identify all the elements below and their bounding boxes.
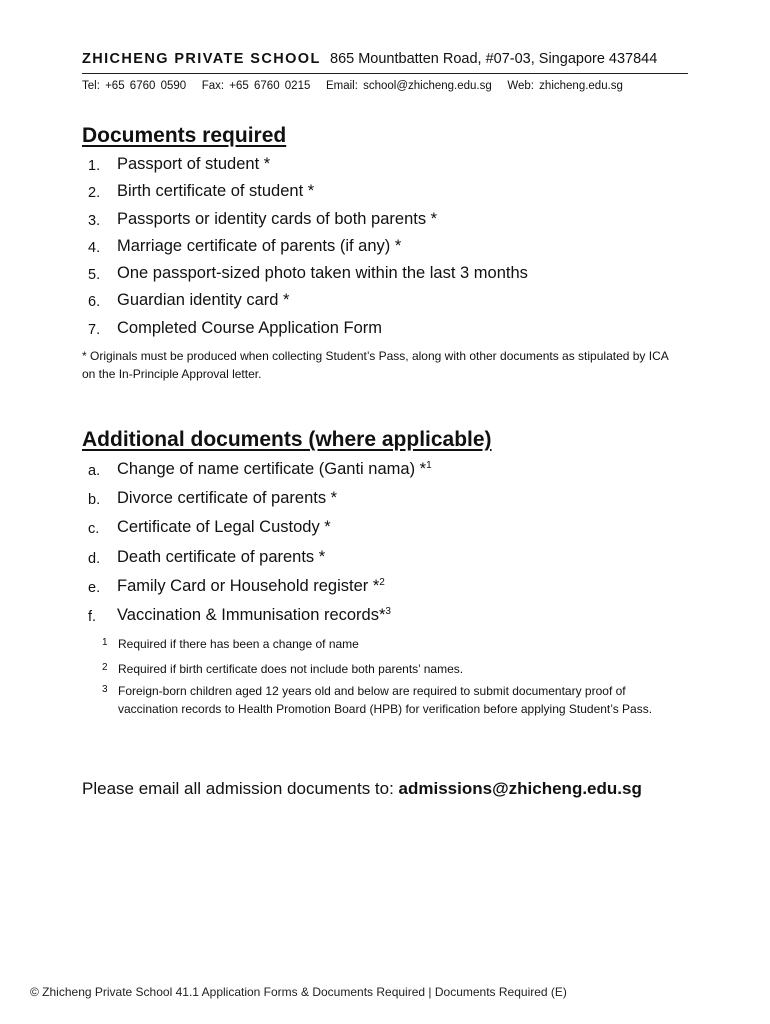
list-item: [82, 291, 702, 318]
item-text: [117, 460, 432, 479]
header-divider: [82, 73, 688, 74]
list-item: [82, 606, 702, 635]
item-number: 5.: [88, 267, 101, 284]
item-letter: e.: [88, 579, 101, 596]
email-prompt-text: Please email all admission documents to:: [82, 779, 399, 798]
footnote-ref: 2: [379, 576, 385, 588]
list-item: [82, 319, 702, 346]
item-text: Completed Course Application Form: [117, 318, 383, 337]
item-label: Divorce certificate of parents *: [117, 489, 338, 508]
item-letter: a.: [88, 463, 101, 479]
admissions-email[interactable]: admissions@zhicheng.edu.sg: [398, 779, 642, 798]
footnote-text: Required if there has been a change of name: [118, 637, 359, 651]
page-footer: [30, 985, 567, 999]
item-label: Certificate of Legal Custody *: [117, 518, 331, 537]
item-number: 4.: [88, 239, 101, 256]
footnote-ref: 1: [426, 460, 432, 471]
list-item: [82, 518, 702, 547]
item-text: Passports or identity cards of both parents *: [117, 209, 438, 228]
item-text: One passport-sized photo taken within the last 3 months: [117, 264, 528, 283]
originals-note: * Originals must be produced when collecting Student’s Pass, along with other documents as stipulated by ICA on the In-Principle Approval letter.: [82, 349, 669, 381]
footnote-mark: 1: [102, 637, 108, 648]
item-letter: c.: [88, 521, 100, 538]
list-item: [82, 489, 702, 518]
contact-info: Tel: +65 6760 0590 Fax: +65 6760 0215 Email: school@zhicheng.edu.sg Web: zhicheng.edu.sg: [82, 80, 623, 92]
item-text: Passport of student *: [117, 155, 271, 173]
list-item: [82, 182, 702, 209]
item-letter: d.: [88, 550, 101, 567]
school-name: ZHICHENG PRIVATE SCHOOL: [82, 51, 321, 67]
item-text: [117, 518, 331, 537]
list-item: [82, 210, 702, 237]
footnote-mark: 3: [102, 684, 108, 695]
item-text: [117, 577, 385, 596]
documents-required-heading: Documents required: [82, 124, 287, 147]
item-number: 3.: [88, 212, 101, 229]
list-item: [82, 460, 702, 489]
school-address: 865 Mountbatten Road, #07-03, Singapore 437844: [330, 51, 658, 67]
list-item: [82, 155, 702, 182]
footnote-ref: 3: [385, 605, 391, 617]
item-text: [117, 489, 337, 508]
item-text: Birth certificate of student *: [117, 182, 315, 201]
item-label: Death certificate of parents *: [117, 547, 326, 566]
item-text: Guardian identity card *: [117, 291, 290, 310]
footnote-mark: 2: [102, 662, 108, 673]
item-letter: b.: [88, 492, 101, 509]
item-label: Vaccination & Immunisation records*: [117, 605, 386, 624]
document-reference: 1.1 Application Forms & Documents Required | Documents Required (E): [182, 985, 567, 999]
additional-documents-list: [82, 460, 702, 635]
item-number: 6.: [88, 294, 101, 311]
item-number: 2.: [88, 185, 101, 202]
item-number: 1.: [88, 158, 101, 174]
list-item: [82, 264, 702, 291]
copyright: © Zhicheng Private School: [30, 985, 173, 999]
list-item: [82, 577, 702, 606]
list-item: [82, 548, 702, 577]
item-text: Marriage certificate of parents (if any) *: [117, 236, 402, 255]
email-instruction: [82, 779, 642, 799]
item-text: [117, 548, 325, 567]
additional-documents-heading: Additional documents (where applicable): [82, 428, 492, 451]
item-text: [117, 606, 391, 625]
item-letter: f.: [88, 608, 97, 625]
item-label: Family Card or Household register *: [117, 576, 380, 595]
documents-required-list: [82, 155, 702, 346]
footnote-text: Foreign-born children aged 12 years old and below are required to submit documentary proof of vaccination records to Health Promotion Board (HPB) for verification before applying Student’s Pass.: [118, 684, 653, 716]
page-number: 4: [175, 985, 183, 999]
list-item: [82, 237, 702, 264]
item-label: Change of name certificate (Ganti nama) *: [117, 460, 427, 478]
item-number: 7.: [88, 321, 101, 338]
footnote-text: Required if birth certificate does not include both parents’ names.: [118, 662, 464, 676]
